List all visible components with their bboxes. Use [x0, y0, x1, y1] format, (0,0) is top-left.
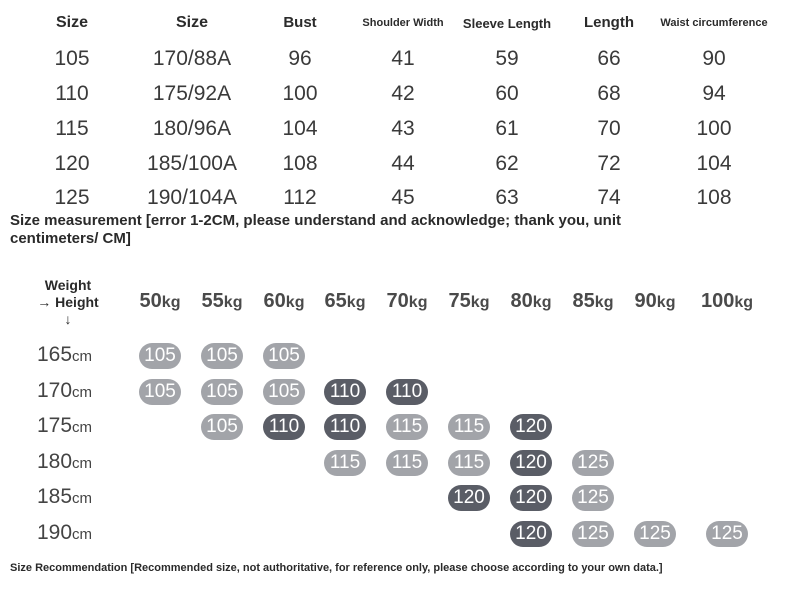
table-cell: 44: [391, 152, 415, 175]
weight-unit: kg: [346, 294, 366, 311]
weight-value: 85: [572, 290, 595, 312]
size-badge: 105: [139, 379, 181, 405]
table-cell: 180/96A: [152, 117, 232, 140]
table-header: Shoulder Width: [362, 17, 444, 29]
size-badge: 115: [448, 414, 490, 440]
weight-value: 80: [510, 290, 533, 312]
size-badge: 120: [510, 521, 552, 547]
size-badge: 120: [510, 414, 552, 440]
size-badge: 125: [572, 521, 614, 547]
weight-value: 55: [201, 290, 224, 312]
size-badge: 105: [201, 343, 243, 369]
size-badge: 105: [263, 343, 305, 369]
table-cell: 94: [702, 82, 726, 105]
size-badge: 105: [201, 379, 243, 405]
weight-value: 90: [634, 290, 657, 312]
weight-value: 75: [448, 290, 471, 312]
height-row-label: [37, 450, 92, 474]
height-unit: cm: [72, 348, 93, 365]
size-badge: 115: [448, 450, 490, 476]
size-badge: 110: [263, 414, 305, 440]
table-cell: 110: [55, 82, 89, 105]
table-cell: 100: [282, 82, 318, 105]
height-unit: cm: [72, 526, 93, 543]
weight-column-label: [264, 290, 305, 313]
weight-column-label: [449, 290, 490, 313]
size-badge: 105: [201, 414, 243, 440]
size-badge: 115: [386, 450, 428, 476]
height-unit: cm: [72, 419, 93, 436]
table-cell: 108: [696, 186, 732, 209]
size-badge: 110: [386, 379, 428, 405]
height-value: 165: [37, 343, 73, 366]
weight-column-label: [325, 290, 366, 313]
size-badge: 125: [634, 521, 676, 547]
size-badge: 125: [706, 521, 748, 547]
size-badge: 105: [139, 343, 181, 369]
table-cell: 68: [597, 82, 621, 105]
table-cell: 190/104A: [147, 186, 237, 209]
weight-value: 70: [386, 290, 409, 312]
down-arrow-icon: ↓: [64, 311, 72, 327]
table-cell: 100: [696, 117, 732, 140]
size-recommendation-note: Size Recommendation [Recommended size, not authoritative, for reference only, please choose according to your own data.]: [10, 562, 663, 574]
table-cell: 104: [282, 117, 318, 140]
size-measurement-note: Size measurement [error 1-2CM, please understand and acknowledge; thank you, unit centimeters/ CM]: [10, 212, 621, 247]
size-badge: 110: [324, 414, 366, 440]
weight-column-label: [573, 290, 614, 313]
height-row-label: [37, 414, 92, 438]
table-header: Length: [584, 14, 634, 31]
table-cell: 62: [495, 152, 519, 175]
table-cell: 59: [495, 47, 519, 70]
weight-unit: kg: [470, 294, 490, 311]
axis-label-height: → Height: [37, 294, 99, 310]
weight-unit: kg: [161, 294, 181, 311]
axis-label: [30, 277, 106, 328]
table-cell: 72: [597, 152, 621, 175]
weight-value: 60: [263, 290, 286, 312]
weight-unit: kg: [734, 294, 754, 311]
weight-column-label: [635, 290, 676, 313]
size-badge: 110: [324, 379, 366, 405]
size-badge: 120: [510, 450, 552, 476]
table-cell: 115: [55, 117, 89, 140]
table-header: Size: [55, 14, 89, 31]
weight-unit: kg: [223, 294, 243, 311]
size-badge: 120: [510, 485, 552, 511]
height-value: 180: [37, 450, 73, 473]
table-cell: 60: [495, 82, 519, 105]
weight-value: 65: [324, 290, 347, 312]
table-cell: 41: [391, 47, 415, 70]
height-value: 185: [37, 485, 73, 508]
axis-label-weight: Weight: [44, 277, 92, 293]
height-value: 190: [37, 521, 73, 544]
height-value: 170: [37, 379, 73, 402]
table-cell: 104: [696, 152, 732, 175]
table-header: Size: [175, 14, 209, 31]
weight-unit: kg: [408, 294, 428, 311]
table-cell: 42: [391, 82, 415, 105]
table-cell: 45: [391, 186, 415, 209]
table-cell: 70: [597, 117, 621, 140]
table-header: Sleeve Length: [462, 16, 552, 31]
table-cell: 74: [597, 186, 621, 209]
table-header: Waist circumference: [660, 17, 768, 29]
weight-unit: kg: [285, 294, 305, 311]
table-cell: 66: [597, 47, 621, 70]
table-cell: 120: [54, 152, 90, 175]
height-value: 175: [37, 414, 73, 437]
table-cell: 90: [702, 47, 726, 70]
height-row-label: [37, 379, 92, 403]
weight-column-label: [511, 290, 552, 313]
weight-value: 50: [139, 290, 162, 312]
weight-value: 100: [700, 290, 735, 312]
weight-unit: kg: [532, 294, 552, 311]
table-cell: 175/92A: [152, 82, 232, 105]
height-row-label: [37, 521, 92, 545]
height-unit: cm: [72, 490, 93, 507]
height-row-label: [37, 485, 92, 509]
table-cell: 63: [495, 186, 519, 209]
height-unit: cm: [72, 455, 93, 472]
weight-column-label: [140, 290, 181, 313]
weight-column-label: [701, 290, 753, 313]
weight-unit: kg: [656, 294, 676, 311]
table-cell: 125: [54, 186, 90, 209]
height-unit: cm: [72, 384, 93, 401]
weight-unit: kg: [594, 294, 614, 311]
size-badge: 115: [386, 414, 428, 440]
weight-column-label: [202, 290, 243, 313]
weight-column-label: [387, 290, 428, 313]
table-cell: 108: [282, 152, 318, 175]
height-row-label: [37, 343, 92, 367]
table-cell: 61: [495, 117, 519, 140]
size-badge: 120: [448, 485, 490, 511]
size-badge: 105: [263, 379, 305, 405]
table-cell: 96: [288, 47, 312, 70]
table-cell: 185/100A: [147, 152, 237, 175]
table-cell: 170/88A: [152, 47, 232, 70]
size-badge: 115: [324, 450, 366, 476]
size-badge: 125: [572, 485, 614, 511]
table-cell: 105: [54, 47, 90, 70]
table-cell: 43: [391, 117, 415, 140]
table-header: Bust: [283, 14, 317, 31]
size-badge: 125: [572, 450, 614, 476]
table-cell: 112: [283, 186, 317, 209]
